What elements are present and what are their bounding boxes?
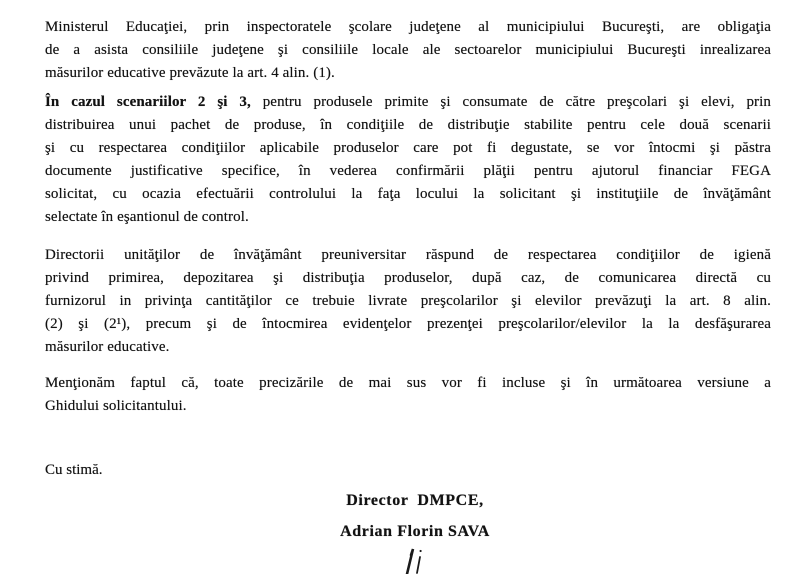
text-line: Ministerul Educaţiei, prin inspectoratele şcolare judeţene al municipiului Bucureşti, are obligaţia xyxy=(45,19,771,35)
paragraph-ministry-obligation xyxy=(45,16,771,85)
text-line: măsurilor educative. xyxy=(45,339,170,355)
text-line xyxy=(45,91,771,114)
text-line: selectate în eşantionul de control. xyxy=(45,209,249,225)
text-line: măsurilor educative prevăzute la art. 4 alin. (1). xyxy=(45,65,335,81)
text-line: şi cu respectarea condiţiilor aplicabile produselor care pot fi degustate, se vor întocmi şi păstra xyxy=(45,140,771,156)
text-line: privind primirea, depozitarea şi distribuţia produselor, după caz, de comunicarea directă cu xyxy=(45,270,771,286)
text-line: Directorii unităţilor de învăţământ preuniversitar răspund de respectarea condiţiilor de igienă xyxy=(45,247,771,263)
text-line: furnizorul in privinţa cantităţilor ce trebuie livrate preşcolarilor şi elevilor prevăzuţi la art. 8 alin. xyxy=(45,293,771,309)
signature-name: Adrian Florin SAVA xyxy=(340,523,490,540)
bold-lead-text: În cazul scenariilor 2 şi 3, xyxy=(45,94,251,110)
text-line: de a asista consiliile judeţene şi consiliile locale ale sectoarelor municipiului Bucureşti inrealizarea xyxy=(45,42,771,58)
text-line: documente justificative specifice, în vederea confirmării plăţii pentru ajutorul financiar FEGA xyxy=(45,163,771,179)
signature-pen-stroke-icon xyxy=(398,545,428,574)
paragraph-directors-responsibilities xyxy=(45,244,771,359)
closing-salutation: Cu stimă. xyxy=(45,462,103,478)
paragraph-guide-note xyxy=(45,372,771,418)
paragraph-scenarios-2-3 xyxy=(45,91,771,229)
text-line: Ghidului solicitantului. xyxy=(45,398,187,414)
signature-title: Director DMPCE, xyxy=(346,492,484,509)
text-line: solicitat, cu ocazia efectuării controlului la faţa locului la solicitant şi instituţiile de învăţământ xyxy=(45,186,771,202)
text-line: distribuirea unui pachet de produse, în condiţiile de distribuţie stabilite pentru cele două scenarii xyxy=(45,117,771,133)
text-line: Menţionăm faptul că, toate precizările de mai sus vor fi incluse şi în următoarea versiune a xyxy=(45,375,771,391)
lead-rest-text: pentru produsele primite şi consumate de către preşcolari şi elevi, prin xyxy=(250,94,771,110)
text-line: (2) şi (2¹), precum şi de întocmirea evidenţelor prezenţei preşcolarilor/elevilor la la desfăşurarea xyxy=(45,316,771,332)
